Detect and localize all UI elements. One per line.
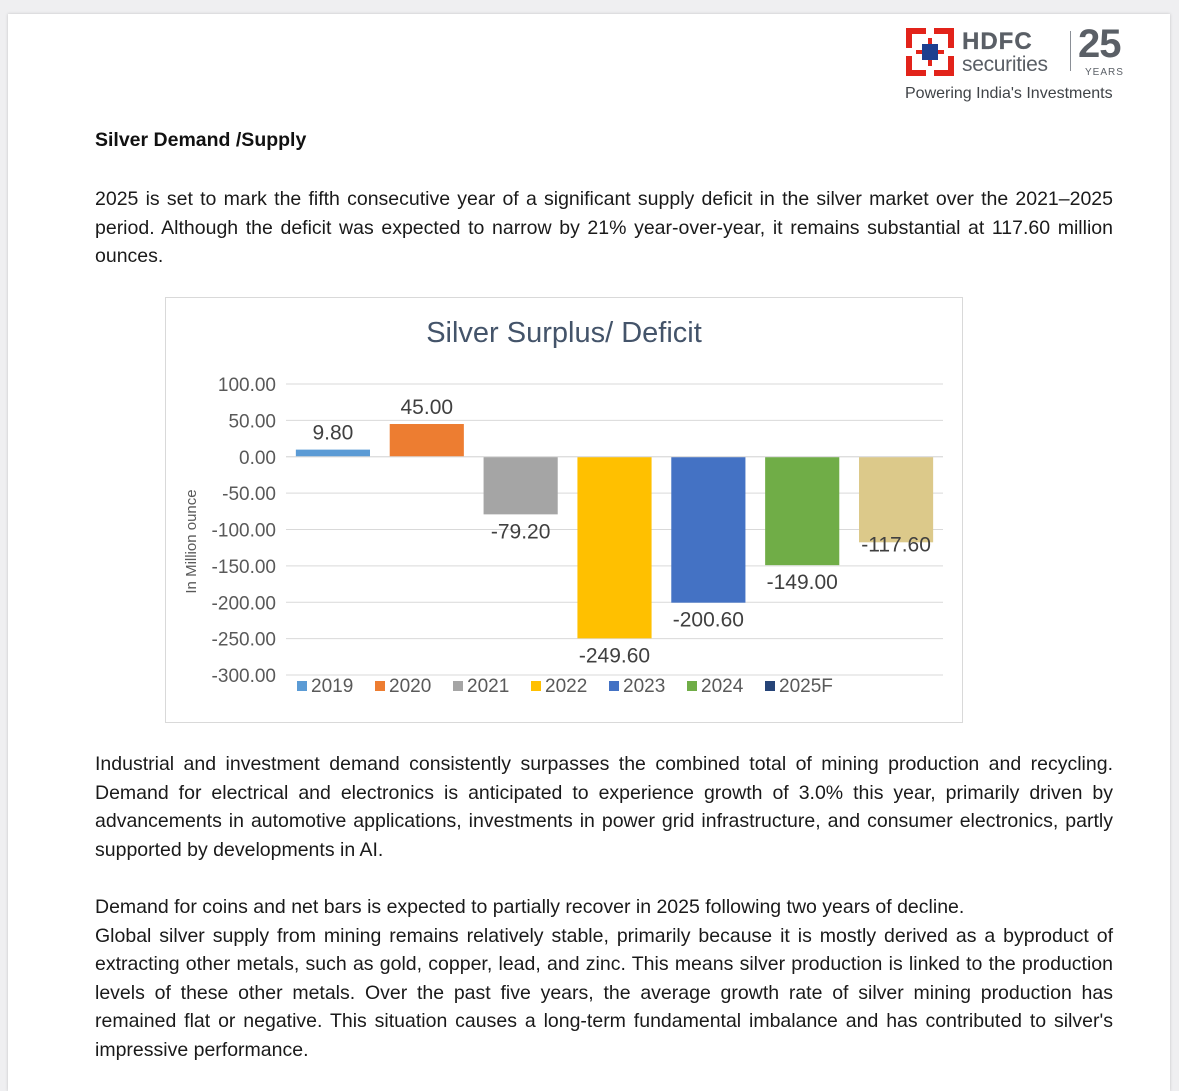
bar-2022 [577,457,651,639]
legend-entry-2020: 2020 [389,676,432,697]
paragraph-intro: 2025 is set to mark the fifth consecutive year of a significant supply deficit in the silver market over the 2021–2025 period. Although the deficit was expected to narrow by 21% year-over-year, it remains substantial at 117.60 million ounces. [95,188,1113,268]
bar-2021 [484,457,558,515]
y-tick-label: -50.00 [222,484,276,506]
document-page [8,14,1170,1091]
legend-entry-2022: 2022 [545,676,588,697]
legend-entry-2021: 2021 [467,676,510,697]
logo-divider [1070,31,1071,71]
bar-2025F [859,457,933,543]
data-label-2021: -79.20 [490,520,551,544]
logo-tagline: Powering India's Investments [905,85,1113,102]
y-tick-label: 100.00 [217,375,276,396]
data-label-2019: 9.80 [312,421,354,445]
silver-surplus-deficit-chart [165,297,963,723]
paragraph-supply-body: Global silver supply from mining remains relatively stable, primarily because it is mostly derived as a byproduct of extracting other metals, such as gold, copper, lead, and zinc. This means silver production is linked to the production levels of these other metals. Over the past five years, the average growth rate of silver mining production has remained flat or negative. This situation causes a long-term fundamental imbalance and has contributed to silver's impressive performance. [95,924,1113,1061]
y-tick-label: 50.00 [228,411,276,433]
paragraph-supply-line1: Demand for coins and net bars is expected to partially recover in 2025 following two years of decline. [95,896,965,918]
chart-canvas [166,298,962,722]
legend-entry-2019: 2019 [311,676,354,697]
section-heading: Silver Demand /Supply [95,129,307,151]
legend-swatch-2020 [375,681,385,691]
y-tick-label: -150.00 [211,556,276,578]
legend-swatch-2019 [297,681,307,691]
y-tick-label: -250.00 [211,629,276,651]
legend-swatch-2021 [453,681,463,691]
data-label-2020: 45.00 [400,396,454,420]
chart-title: Silver Surplus/ Deficit [426,317,702,349]
y-axis-label: In Million ounce [183,489,200,594]
legend-swatch-2023 [609,681,619,691]
bar-2020 [390,424,464,457]
logo-anniversary: 25 [1078,22,1121,66]
y-tick-label: -200.00 [211,593,276,615]
legend-swatch-2025F [765,681,775,691]
data-label-2024: -149.00 [766,571,838,595]
paragraph-demand: Industrial and investment demand consistently surpasses the combined total of mining production and recycling. Demand for electrical and electronics is anticipated to experience growth of 3.0% this year, primarily driven by advancements in automotive applications, investments in power grid infrastructure, and consumer electronics, partly supported by developments in AI. [95,753,1113,861]
y-tick-label: 0.00 [239,447,276,469]
data-label-2023: -200.60 [672,608,744,632]
bar-2019 [296,450,370,457]
paragraph-supply [95,893,1113,1065]
hdfc-securities-logo [904,22,1154,102]
legend-swatch-2022 [531,681,541,691]
data-label-2022: -249.60 [578,644,651,668]
bar-2023 [671,457,745,603]
logo-subtitle: securities [962,53,1048,76]
logo-name: HDFC [962,28,1033,55]
legend-swatch-2024 [687,681,697,691]
hdfc-logo-mark-icon [906,28,954,76]
legend-entry-2025F: 2025F [779,676,833,697]
y-tick-label: -100.00 [211,520,276,542]
legend-entry-2023: 2023 [623,676,666,697]
data-label-2025F: -117.60 [861,533,931,557]
y-tick-label: -300.00 [211,666,276,687]
bar-2024 [765,457,839,565]
legend-entry-2024: 2024 [701,676,744,697]
logo-anniversary-label: YEARS [1085,67,1124,78]
